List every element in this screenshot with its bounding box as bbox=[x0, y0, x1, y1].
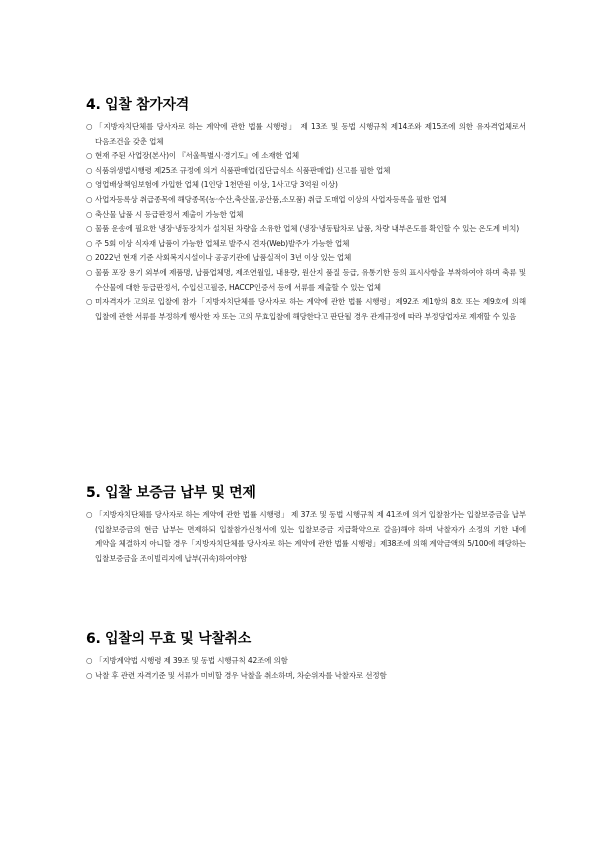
item-text: 주 5회 이상 식자재 납품이 가능한 업체로 발주시 견자(Web)발주가 가능한 업체 bbox=[95, 238, 350, 248]
item-text: 미자격자가 고의로 입찰에 참가「지방자치단체를 당사자로 하는 계약에 관한 법률 시행령」제92조 제1항의 8호 또는 제9호에 의해 입찰에 관한 서류를 부정하게 행사한 자 또는 고의 무효입찰에 해당한다고 판단될 경우 관계규정에 따라 부정당업자로 제재할 수 있음 bbox=[95, 297, 526, 321]
list-item bbox=[86, 149, 526, 164]
list-item bbox=[86, 178, 526, 193]
bullet-circle-icon: ○ bbox=[86, 656, 93, 665]
bullet-circle-icon: ○ bbox=[86, 151, 93, 161]
item-text: 사업자등록상 취급종목에 해당종목(농·수산,축산물,공산품,소모품) 취급 도매업 이상의 사업자등록을 필한 업체 bbox=[95, 194, 447, 204]
item-text: 물품 운송에 필요한 냉장·냉동장치가 설치된 차량을 소유한 업체 (냉장·냉동탑차로 납품, 차량 내부온도를 확인할 수 있는 온도계 비치) bbox=[95, 224, 520, 234]
bullet-circle-icon: ○ bbox=[86, 122, 93, 131]
section-title: 6. 입찰의 무효 및 낙찰취소 bbox=[86, 631, 251, 647]
invalidation-list bbox=[86, 654, 526, 683]
list-item bbox=[86, 208, 526, 223]
bullet-circle-icon: ○ bbox=[86, 180, 93, 190]
item-text: 낙찰 후 관련 자격기준 및 서류가 미비할 경우 낙찰을 취소하며, 차순위자를 낙찰자로 선정함 bbox=[95, 670, 387, 680]
item-text: 「지방자치단체를 당사자로 하는 계약에 관한 법률 시행령」 제 13조 및 동법 시행규칙 제14조와 제15조에 의한 유자격업체로서 다음조건을 갖춘 업체 bbox=[95, 122, 526, 146]
eligibility-list bbox=[86, 120, 526, 324]
item-text: 영업배상책임보험에 가입한 업체 (1인당 1천만원 이상, 1사고당 3억원 이상) bbox=[95, 180, 338, 190]
bullet-circle-icon: ○ bbox=[86, 238, 93, 248]
item-text: 2022년 현재 기준 사회복지시설이나 공공기관에 납품실적이 3년 이상 있는 업체 bbox=[95, 253, 352, 263]
section-invalidation bbox=[86, 630, 526, 683]
list-item bbox=[86, 237, 526, 252]
list-item bbox=[86, 193, 526, 208]
section-eligibility bbox=[86, 96, 526, 324]
item-text: 물품 포장 용기 외부에 제품명, 납품업체명, 제조연월일, 내용량, 원산지 품질 등급, 유통기한 등의 표시사항을 부착하여야 하며 축류 및 수산물에 대한 등급판정서, 수입신고필증, HACCP인증서 등에 서류를 제출할 수 있는 업체 bbox=[95, 267, 526, 292]
bullet-circle-icon: ○ bbox=[86, 510, 93, 519]
list-item bbox=[86, 164, 526, 179]
section-bid-deposit bbox=[86, 484, 526, 566]
list-item bbox=[86, 222, 526, 237]
item-text: 축산물 납품 시 등급판정서 제출이 가능한 업체 bbox=[95, 209, 244, 219]
list-item bbox=[86, 251, 526, 266]
item-text: 「지방계약법 시행령 제 39조 및 동법 시행규칙 42조에 의함 bbox=[95, 656, 288, 665]
list-item bbox=[86, 654, 526, 669]
deposit-list bbox=[86, 508, 526, 566]
bullet-circle-icon: ○ bbox=[86, 194, 93, 204]
bullet-circle-icon: ○ bbox=[86, 267, 93, 277]
item-text: 현재 주된 사업장(본사)이 『서울특별시·경기도』에 소재한 업체 bbox=[95, 151, 299, 161]
item-text: 식품위생법시행령 제25조 규정에 의거 식품판매업(집단급식소 식품판매업) 신고를 필한 업체 bbox=[95, 165, 391, 175]
item-text: 「지방자치단체를 당사자로 하는 계약에 관한 법률 시행령」 제 37조 및 동법 시행규칙 제 41조에 의거 입찰참가는 입찰보증금을 납부(입찰보증금의 현금 납부는 면제하되 입찰참가신청서에 있는 입찰보증금 지급확약으로 갈음)해야 하며 낙찰자가 소정의 기한 내에 계약을 체결하지 아니할 경우「지방자치단체를 당사자로 하는 계약에 관한 법률 시행령」제38조에 의해 계약금액의 5/100에 해당하는 입찰보증금을 조이빌리지에 납부(귀속)하여야함 bbox=[95, 510, 526, 563]
list-item bbox=[86, 508, 526, 566]
section-title: 4. 입찰 참가자격 bbox=[86, 97, 189, 113]
section-title: 5. 입찰 보증금 납부 및 면제 bbox=[86, 485, 256, 501]
bullet-circle-icon: ○ bbox=[86, 224, 93, 234]
bullet-circle-icon: ○ bbox=[86, 297, 93, 307]
bullet-circle-icon: ○ bbox=[86, 670, 93, 680]
bullet-circle-icon: ○ bbox=[86, 253, 93, 263]
bullet-circle-icon: ○ bbox=[86, 209, 93, 219]
list-item bbox=[86, 669, 526, 684]
list-item bbox=[86, 295, 526, 324]
list-item bbox=[86, 266, 526, 295]
list-item bbox=[86, 120, 526, 149]
bullet-circle-icon: ○ bbox=[86, 165, 93, 175]
